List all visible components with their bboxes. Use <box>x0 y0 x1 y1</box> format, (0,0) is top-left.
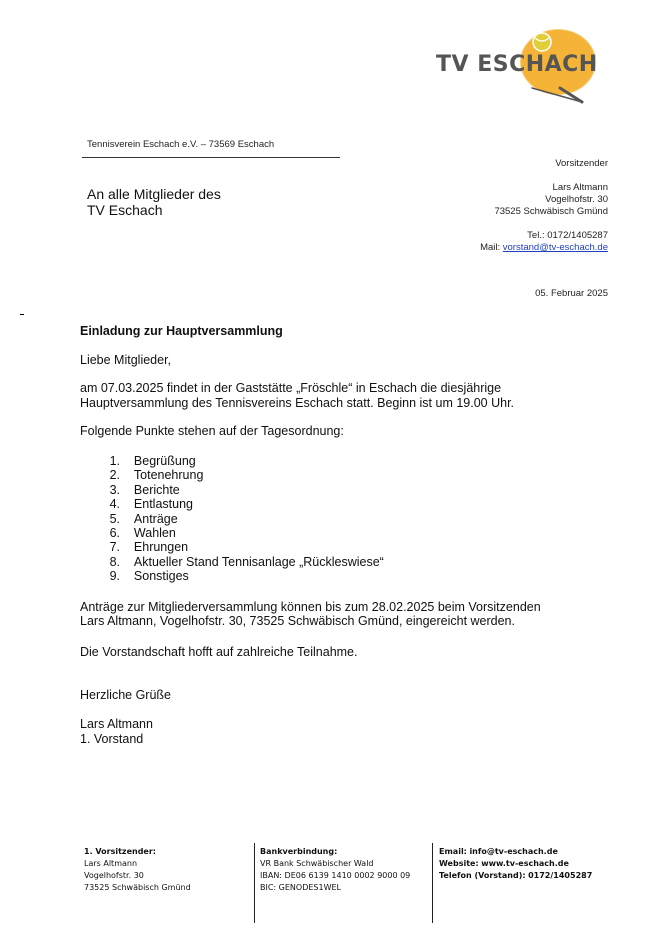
closing: Herzliche Grüße <box>80 688 171 703</box>
signature-role: 1. Vorstand <box>80 731 144 746</box>
agenda-number: 3. <box>109 482 120 497</box>
agenda-text: Totenehrung <box>133 468 204 483</box>
letter-subject: Einladung zur Hauptversammlung <box>80 324 283 338</box>
agenda-text: Begrüßung <box>133 453 196 468</box>
agenda-text: Entlastung <box>133 497 193 512</box>
contact-mail-label: Mail: <box>480 242 501 253</box>
footer-email[interactable]: info@tv-eschach.de <box>469 847 558 856</box>
footer-bank-iban: IBAN: DE06 6139 1410 0002 9000 09 <box>260 871 411 880</box>
footer-divider <box>254 843 255 923</box>
logo-text: TV ESCHACH <box>436 52 598 77</box>
contact-street: Vogelhofstr. 30 <box>545 194 608 205</box>
agenda-text: Anträge <box>133 511 178 526</box>
footer-tel: 0172/1405287 <box>528 871 593 880</box>
paragraph-invitation-line-2: Hauptversammlung des Tennisvereins Eschach statt. Beginn ist um 19.00 Uhr. <box>80 395 515 410</box>
recipient-address <box>87 186 221 218</box>
agenda-intro: Folgende Punkte stehen auf der Tagesordnung: <box>80 424 344 439</box>
paragraph-invitation <box>80 381 620 410</box>
agenda-text: Ehrungen <box>133 540 189 555</box>
footer-chairman-heading: 1. Vorsitzender: <box>84 847 156 856</box>
paragraph-participation: Die Vorstandschaft hofft auf zahlreiche Teilnahme. <box>80 644 358 659</box>
recipient-line-1: An alle Mitglieder des <box>87 186 221 202</box>
contact-city: 73525 Schwäbisch Gmünd <box>494 206 608 217</box>
contact-name: Lars Altmann <box>552 182 608 193</box>
footer-bank-heading: Bankverbindung: <box>260 847 338 856</box>
contact-block <box>480 158 608 254</box>
agenda-item <box>80 540 620 554</box>
contact-mail-link[interactable]: vorstand@tv-eschach.de <box>502 242 608 253</box>
footer-chairman-street: Vogelhofstr. 30 <box>84 871 144 880</box>
footer-bank-bic: BIC: GENODES1WEL <box>260 883 342 892</box>
contact-mail-row <box>480 242 608 254</box>
contact-tel: Tel.: 0172/1405287 <box>527 230 608 241</box>
agenda-text: Aktueller Stand Tennisanlage „Rückleswiese“ <box>133 554 384 569</box>
agenda-number: 9. <box>109 569 120 584</box>
letter-body <box>80 324 620 746</box>
sender-divider <box>82 157 340 158</box>
footer-web[interactable]: www.tv-eschach.de <box>481 859 569 868</box>
footer-chairman <box>84 846 191 894</box>
salutation: Liebe Mitglieder, <box>80 352 172 367</box>
sender-address-line: Tennisverein Eschach e.V. – 73569 Eschach <box>87 139 275 150</box>
agenda-text: Wahlen <box>133 526 176 540</box>
agenda-number: 4. <box>109 497 120 512</box>
paragraph-motions <box>80 600 620 629</box>
agenda-number: 1. <box>109 453 120 468</box>
footer-chairman-name: Lars Altmann <box>84 859 138 868</box>
recipient-line-2: TV Eschach <box>87 202 163 218</box>
footer-web-label: Website: <box>439 859 479 868</box>
fold-mark <box>20 314 24 315</box>
agenda-item <box>80 555 620 569</box>
contact-role: Vorsitzender <box>555 158 608 169</box>
agenda-number: 6. <box>109 526 120 540</box>
agenda-item <box>80 512 620 526</box>
agenda-number: 2. <box>109 468 120 483</box>
agenda-number: 8. <box>109 554 120 569</box>
agenda-number: 5. <box>109 511 120 526</box>
footer-email-label: Email: <box>439 847 467 856</box>
agenda-list <box>80 454 620 584</box>
agenda-item <box>80 454 620 468</box>
club-logo <box>432 22 602 108</box>
signature-name: Lars Altmann <box>80 717 153 731</box>
footer-divider <box>432 843 433 923</box>
paragraph-motions-line-1: Anträge zur Mitgliederversammlung können bis zum 28.02.2025 beim Vorsitzenden <box>80 599 541 614</box>
footer-contact <box>439 846 592 882</box>
agenda-item <box>80 497 620 511</box>
footer-tel-label: Telefon (Vorstand): <box>439 871 526 880</box>
agenda-item <box>80 483 620 497</box>
paragraph-invitation-line-1: am 07.03.2025 findet in der Gaststätte „Fröschle“ in Eschach die diesjährige <box>80 381 502 396</box>
footer-bank <box>260 846 410 894</box>
paragraph-motions-line-2: Lars Altmann, Vogelhofstr. 30, 73525 Schwäbisch Gmünd, eingereicht werden. <box>80 614 515 629</box>
footer-bank-name: VR Bank Schwäbischer Wald <box>260 859 374 868</box>
agenda-item <box>80 526 620 540</box>
agenda-number: 7. <box>109 540 120 555</box>
agenda-text: Berichte <box>133 482 180 497</box>
agenda-item <box>80 468 620 482</box>
letter-date: 05. Februar 2025 <box>535 288 608 299</box>
agenda-item <box>80 569 620 583</box>
footer-chairman-city: 73525 Schwäbisch Gmünd <box>84 883 191 892</box>
agenda-text: Sonstiges <box>133 569 189 584</box>
